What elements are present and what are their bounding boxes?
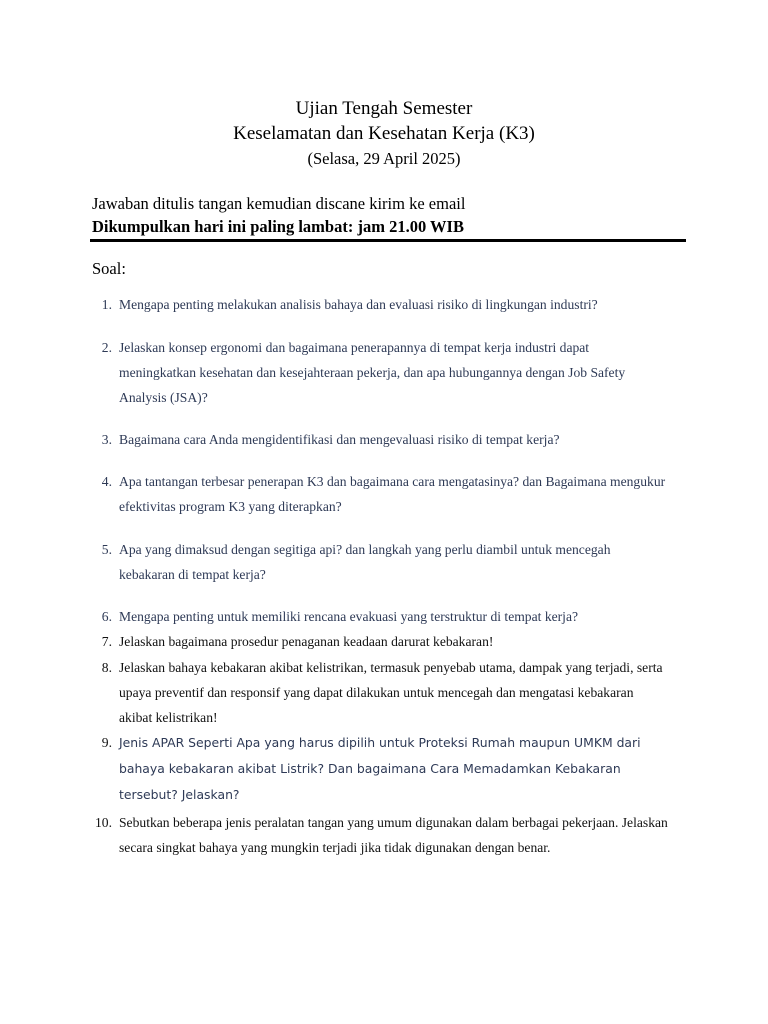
question-text: Jenis APAR Seperti Apa yang harus dipilih untuk Proteksi Rumah maupun UMKM dari bahaya kebakaran akibat Listrik? Dan bagaimana Cara Memadamkan Kebakaran tersebut? Jelaskan? (119, 735, 641, 802)
divider-rule (90, 239, 686, 242)
question-number: 6. (101, 609, 112, 624)
instruction-submission: Jawaban ditulis tangan kemudian discane kirim ke email (92, 194, 466, 213)
question-text: Jelaskan bagaimana prosedur penaganan keadaan darurat kebakaran! (119, 634, 494, 649)
question-number: 3. (101, 432, 112, 447)
exam-date: (Selasa, 29 April 2025) (307, 149, 461, 168)
question-number: 4. (101, 474, 112, 489)
title-block (0, 96, 768, 171)
question-text: Jelaskan konsep ergonomi dan bagaimana penerapannya di tempat kerja industri dapat meningkatkan kesehatan dan kesejahteraan pekerja, dan apa hubungannya dengan Job Safety Analysis (JSA)? (119, 340, 626, 405)
question-text: Sebutkan beberapa jenis peralatan tangan yang umum digunakan dalam berbagai pekerjaan. Jelaskan secara singkat bahaya yang mungkin terjadi jika tidak digunakan dengan benar. (119, 815, 668, 855)
question-4 (88, 469, 668, 519)
question-1 (88, 292, 668, 317)
question-text: Mengapa penting untuk memiliki rencana evakuasi yang terstruktur di tempat kerja? (119, 609, 579, 624)
question-9 (88, 730, 668, 808)
question-5 (88, 537, 668, 587)
instructions (92, 192, 692, 238)
question-10 (88, 810, 668, 860)
question-7 (88, 629, 668, 654)
question-number: 7. (101, 634, 112, 649)
question-number: 10. (95, 815, 112, 830)
instruction-deadline: Dikumpulkan hari ini paling lambat: jam 21.00 WIB (92, 217, 464, 236)
question-number: 9. (101, 735, 112, 750)
question-6 (88, 604, 668, 629)
question-number: 5. (101, 542, 112, 557)
question-text: Mengapa penting melakukan analisis bahaya dan evaluasi risiko di lingkungan industri? (119, 297, 598, 312)
question-text: Jelaskan bahaya kebakaran akibat kelistrikan, termasuk penyebab utama, dampak yang terjadi, serta upaya preventif dan responsif yang dapat dilakukan untuk mencegah dan mengatasi kebakaran akibat kelistrikan! (119, 660, 663, 725)
question-number: 1. (101, 297, 112, 312)
exam-title: Ujian Tengah Semester (295, 98, 473, 119)
question-text: Apa tantangan terbesar penerapan K3 dan bagaimana cara mengatasinya? dan Bagaimana mengukur efektivitas program K3 yang diterapkan? (119, 474, 666, 514)
question-2 (88, 335, 668, 410)
question-3 (88, 427, 668, 452)
question-number: 2. (101, 340, 112, 355)
question-text: Bagaimana cara Anda mengidentifikasi dan mengevaluasi risiko di tempat kerja? (119, 432, 560, 447)
question-8 (88, 655, 668, 730)
question-text: Apa yang dimaksud dengan segitiga api? dan langkah yang perlu diambil untuk mencegah kebakaran di tempat kerja? (119, 542, 611, 582)
soal-label: Soal: (92, 259, 126, 278)
course-title: Keselamatan dan Kesehatan Kerja (K3) (233, 123, 535, 144)
question-number: 8. (101, 660, 112, 675)
